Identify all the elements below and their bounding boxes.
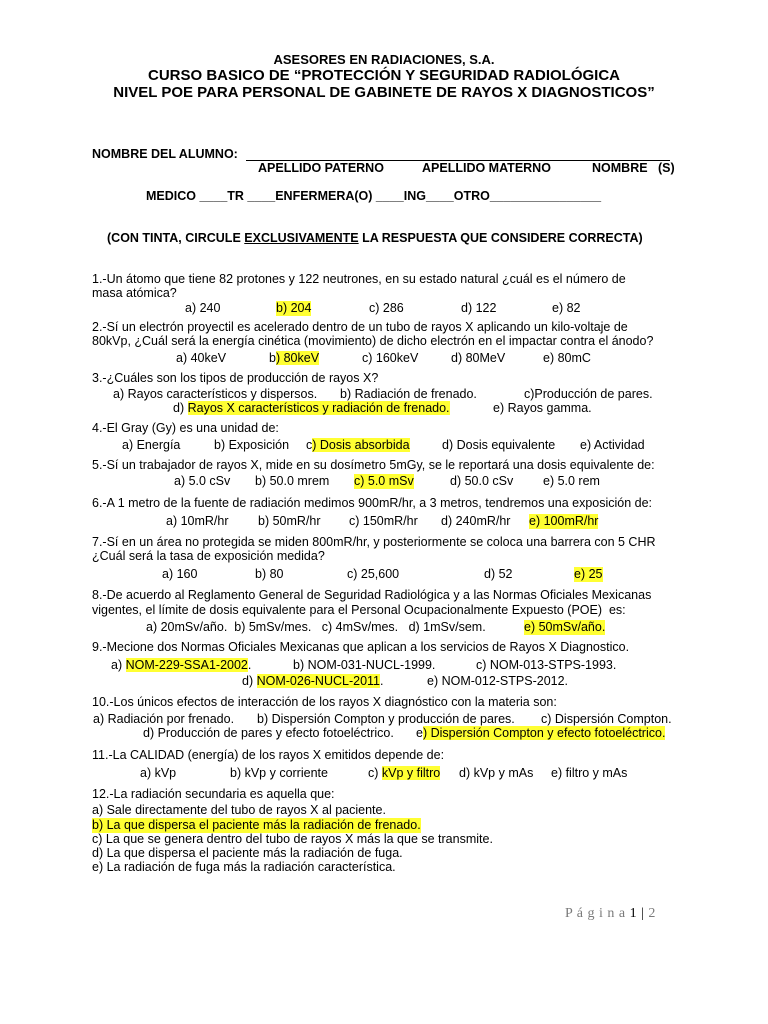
q2-option-e: e) 80mC xyxy=(543,351,591,365)
q1-text-line1: 1.-Un átomo que tiene 82 protones y 122 neutrones, en su estado natural ¿cuál es el número de xyxy=(92,272,626,286)
q3-option-d-answer: d) Rayos X característicos y radiación de frenado. xyxy=(173,401,450,415)
q4-text: 4.-El Gray (Gy) es una unidad de: xyxy=(92,421,279,435)
q11-option-e: e) filtro y mAs xyxy=(551,766,628,780)
q1-option-c: c) 286 xyxy=(369,301,404,315)
q1-option-b-answer: b) 204 xyxy=(276,301,312,315)
q2-option-d: d) 80MeV xyxy=(451,351,506,365)
q7-option-b: b) 80 xyxy=(255,567,284,581)
q5-option-e: e) 5.0 rem xyxy=(543,474,600,488)
q11-option-d: d) kVp y mAs xyxy=(459,766,534,780)
q7-text-line2: ¿Cuál será la tasa de exposición medida? xyxy=(92,549,325,563)
q6-option-d: d) 240mR/hr xyxy=(441,514,511,528)
q2-text-line2: 80kVp, ¿Cuál será la energía cinética (movimiento) de dicho electrón en el impactar contra el ánodo? xyxy=(92,334,654,348)
q4-option-c-answer: c) Dosis absorbida xyxy=(306,438,410,452)
q12-option-c: c) La que se genera dentro del tubo de rayos X más la que se transmite. xyxy=(92,832,493,846)
instructions: (CON TINTA, CIRCULE EXCLUSIVAMENTE LA RESPUESTA QUE CONSIDERE CORRECTA) xyxy=(107,231,643,245)
q6-option-a: a) 10mR/hr xyxy=(166,514,229,528)
course-level: NIVEL POE PARA PERSONAL DE GABINETE DE RAYOS X DIAGNOSTICOS” xyxy=(113,84,655,101)
q8-text-line2: vigentes, el límite de dosis equivalente para el Personal Ocupacionalmente Expuesto (POE) es: xyxy=(92,603,626,617)
col-apellido-paterno: APELLIDO PATERNO xyxy=(258,161,384,175)
q4-option-a: a) Energía xyxy=(122,438,181,452)
q7-option-a: a) 160 xyxy=(162,567,198,581)
q10-option-a: a) Radiación por frenado. xyxy=(93,712,235,726)
q9-option-b: b) NOM-031-NUCL-1999. xyxy=(293,658,436,672)
q3-option-b: b) Radiación de frenado. xyxy=(340,387,477,401)
q3-option-e: e) Rayos gamma. xyxy=(493,401,592,415)
q9-option-d-answer: d) NOM-026-NUCL-2011. xyxy=(242,674,384,688)
q9-text: 9.-Mecione dos Normas Oficiales Mexicanas que aplican a los servicios de Rayos X Diagnostico. xyxy=(92,640,630,654)
q7-option-c: c) 25,600 xyxy=(347,567,400,581)
q11-option-a: a) kVp xyxy=(140,766,177,780)
q12-option-b-answer: b) La que dispersa el paciente más la radiación de frenado. xyxy=(92,818,421,832)
q8-text-line1: 8.-De acuerdo al Reglamento General de Seguridad Radiológica y a las Normas Oficiales Mexicanas xyxy=(92,588,652,602)
q3-text: 3.-¿Cuáles son los tipos de producción de rayos X? xyxy=(92,371,379,385)
q6-option-b: b) 50mR/hr xyxy=(258,514,321,528)
page-footer: P á g i n a 1 | 2 xyxy=(565,906,656,921)
q9-option-c: c) NOM-013-STPS-1993. xyxy=(476,658,617,672)
q4-option-b: b) Exposición xyxy=(214,438,290,452)
student-name-label: NOMBRE DEL ALUMNO: xyxy=(92,147,238,161)
q2-text-line1: 2.-Sí un electrón proyectil es acelerado dentro de un tubo de rayos X aplicando un kilo-voltaje de xyxy=(92,320,628,334)
q12-option-d: d) La que dispersa el paciente más la radiación de fuga. xyxy=(92,846,403,860)
page-total: 2 xyxy=(648,906,656,921)
q2-option-a: a) 40keV xyxy=(176,351,227,365)
q5-option-b: b) 50.0 mrem xyxy=(255,474,330,488)
q5-text: 5.-Sí un trabajador de rayos X, mide en su dosímetro 5mGy, se le reportará una dosis equivalente de: xyxy=(92,458,655,472)
company-name: ASESORES EN RADIACIONES, S.A. xyxy=(273,52,495,67)
q3-option-a: a) Rayos característicos y dispersos. xyxy=(113,387,318,401)
q8-option-e-answer: e) 50mSv/año. xyxy=(524,620,606,634)
q11-text: 11.-La CALIDAD (energía) de los rayos X emitidos depende de: xyxy=(92,748,445,762)
q1-option-d: d) 122 xyxy=(461,301,497,315)
course-title: CURSO BASICO DE “PROTECCIÓN Y SEGURIDAD RADIOLÓGICA xyxy=(148,67,620,84)
q12-text: 12.-La radiación secundaria es aquella que: xyxy=(92,787,335,801)
q10-option-d: d) Producción de pares y efecto fotoeléctrico. xyxy=(143,726,394,740)
q6-text: 6.-A 1 metro de la fuente de radiación medimos 900mR/hr, a 3 metros, tendremos una exposición de: xyxy=(92,496,653,510)
q5-option-c-answer: c) 5.0 mSv xyxy=(354,474,414,488)
q6-option-e-answer: e) 100mR/hr xyxy=(529,514,599,528)
q11-option-c-answer: c) kVp y filtro xyxy=(368,766,441,780)
q4-option-d: d) Dosis equivalente xyxy=(442,438,556,452)
q4-option-e: e) Actividad xyxy=(580,438,645,452)
occupation-line: MEDICO ____TR ____ENFERMERA(O) ____ING____OTRO________________ xyxy=(146,189,602,203)
instructions-emphasis: EXCLUSIVAMENTE xyxy=(244,231,359,245)
col-nombre: NOMBRE (S) xyxy=(592,161,675,175)
q10-option-e-answer: e) Dispersión Compton y efecto fotoeléctrico. xyxy=(416,726,666,740)
q10-option-c: c) Dispersión Compton. xyxy=(541,712,672,726)
q1-text-line2: masa atómica? xyxy=(92,286,177,300)
col-apellido-materno: APELLIDO MATERNO xyxy=(422,161,551,175)
q7-option-d: d) 52 xyxy=(484,567,513,581)
q11-option-b: b) kVp y corriente xyxy=(230,766,328,780)
q10-option-b: b) Dispersión Compton y producción de pares. xyxy=(257,712,515,726)
q6-option-c: c) 150mR/hr xyxy=(349,514,418,528)
q1-option-a: a) 240 xyxy=(185,301,221,315)
q7-option-e-answer: e) 25 xyxy=(574,567,603,581)
q3-option-c: c)Producción de pares. xyxy=(524,387,653,401)
q5-option-d: d) 50.0 cSv xyxy=(450,474,514,488)
q12-option-e: e) La radiación de fuga más la radiación característica. xyxy=(92,860,396,874)
page-number: 1 xyxy=(629,906,638,921)
q7-text-line1: 7.-Sí en un área no protegida se miden 800mR/hr, y posteriormente se coloca una barrera con 5 CHR xyxy=(92,535,656,549)
q8-options: a) 20mSv/año. b) 5mSv/mes. c) 4mSv/mes. d) 1mSv/sem. xyxy=(146,620,486,634)
q5-option-a: a) 5.0 cSv xyxy=(174,474,231,488)
q2-option-b-answer: b) 80keV xyxy=(269,351,320,365)
q2-option-c: c) 160keV xyxy=(362,351,419,365)
q1-option-e: e) 82 xyxy=(552,301,581,315)
q9-option-a-answer: a) NOM-229-SSA1-2002. xyxy=(111,658,252,672)
q12-option-a: a) Sale directamente del tubo de rayos X al paciente. xyxy=(92,803,386,817)
q9-option-e: e) NOM-012-STPS-2012. xyxy=(427,674,569,688)
q10-text: 10.-Los únicos efectos de interacción de los rayos X diagnóstico con la materia son: xyxy=(92,695,557,709)
